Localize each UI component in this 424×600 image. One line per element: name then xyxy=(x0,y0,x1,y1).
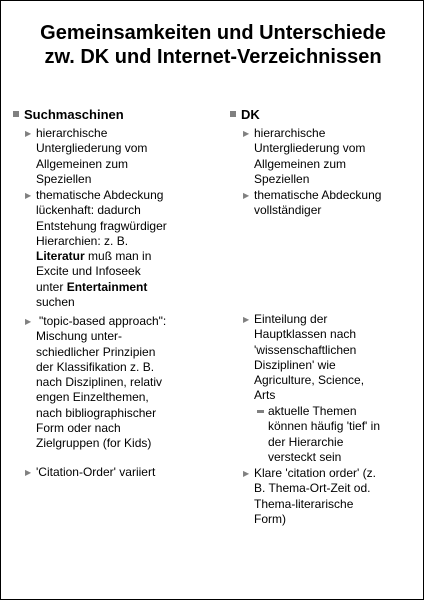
text-line: suchen xyxy=(36,295,75,310)
triangle-bullet-icon: ▶ xyxy=(243,129,250,138)
dash-bullet-icon xyxy=(257,410,264,413)
text-line: 'wissenschaftlichen xyxy=(254,342,357,357)
triangle-bullet-icon: ▶ xyxy=(243,191,250,200)
text-line: Entstehung fragwürdiger xyxy=(36,218,167,233)
right-item-main-classes xyxy=(243,312,365,404)
left-item-hierarchy xyxy=(25,126,148,187)
text-line: lückenhaft: dadurch xyxy=(36,203,141,218)
text-line: hierarchische xyxy=(254,126,326,140)
text-line: Hierarchien: z. B. xyxy=(36,233,129,248)
text-line: Allgemeinen zum xyxy=(254,156,347,171)
left-item-coverage xyxy=(25,188,167,310)
right-item-hierarchy xyxy=(243,126,366,187)
text-line: Allgemeinen zum xyxy=(36,156,129,171)
text-line: Speziellen xyxy=(36,171,92,186)
text-line: versteckt sein xyxy=(268,449,342,464)
text-line: thematische Abdeckung xyxy=(254,188,382,202)
text-line: B. Thema-Ort-Zeit od. xyxy=(254,481,371,496)
text-line: Hauptklassen nach xyxy=(254,327,357,342)
text-segment: unter xyxy=(36,279,67,294)
text-line: nach bibliographischer xyxy=(36,405,157,420)
bold-term: Entertainment xyxy=(66,279,148,294)
text-line xyxy=(36,280,167,295)
right-item-coverage xyxy=(243,188,382,219)
text-line: hierarchische xyxy=(36,126,108,140)
text-line: engen Einzelthemen, xyxy=(36,390,149,405)
text-line: aktuelle Themen xyxy=(268,404,357,418)
text-line: Einteilung der xyxy=(254,312,328,326)
heading-label: DK xyxy=(241,107,260,122)
left-item-topic-based xyxy=(25,314,167,452)
text-line: nach Disziplinen, relativ xyxy=(36,375,163,390)
text-line: schiedlicher Prinzipien xyxy=(36,344,156,359)
text-line: der Hierarchie xyxy=(268,434,344,449)
triangle-bullet-icon: ▶ xyxy=(243,469,250,478)
text-line: "topic-based approach": xyxy=(39,314,167,328)
text-line: der Klassifikation z. B. xyxy=(36,359,155,374)
text-line: Agriculture, Science, xyxy=(254,373,365,388)
text-line: Untergliederung vom xyxy=(36,141,148,156)
square-bullet-icon xyxy=(230,111,236,117)
text-line: Mischung unter- xyxy=(36,329,123,344)
right-item-citation-order xyxy=(243,466,376,527)
text-line: Form oder nach xyxy=(36,421,121,436)
text-line: Thema-literarische xyxy=(254,496,354,511)
text-line: Arts xyxy=(254,388,276,403)
triangle-bullet-icon: ▶ xyxy=(25,129,32,138)
text-line: Form) xyxy=(254,511,286,526)
bold-term: Literatur xyxy=(36,249,85,264)
slide-title xyxy=(1,21,424,69)
title-line-2: zw. DK und Internet-Verzeichnissen xyxy=(44,46,382,68)
right-subitem-current-topics xyxy=(268,404,380,465)
text-line: Disziplinen' wie xyxy=(254,357,336,372)
triangle-bullet-icon: ▶ xyxy=(243,315,250,324)
text-line: können häufig 'tief' in xyxy=(268,419,380,434)
text-segment: muß man in xyxy=(84,249,152,264)
text-line: vollständiger xyxy=(254,203,322,218)
left-item-citation-order xyxy=(25,465,156,480)
triangle-bullet-icon: ▶ xyxy=(25,191,32,200)
title-line-1: Gemeinsamkeiten und Unterschiede xyxy=(40,22,386,44)
square-bullet-icon xyxy=(13,111,19,117)
text-line: Klare 'citation order' (z. xyxy=(254,466,376,480)
text-line: thematische Abdeckung xyxy=(36,188,164,202)
triangle-bullet-icon: ▶ xyxy=(25,317,32,326)
text-line: Zielgruppen (for Kids) xyxy=(36,436,152,451)
text-line: Untergliederung vom xyxy=(254,141,366,156)
heading-dk xyxy=(230,107,260,122)
heading-label: Suchmaschinen xyxy=(24,107,124,122)
text-line: Speziellen xyxy=(254,171,310,186)
text-line xyxy=(36,249,167,264)
triangle-bullet-icon: ▶ xyxy=(25,468,32,477)
text-line: Excite und Infoseek xyxy=(36,264,141,279)
text-line: 'Citation-Order' variiert xyxy=(36,465,156,479)
heading-suchmaschinen xyxy=(13,107,124,122)
